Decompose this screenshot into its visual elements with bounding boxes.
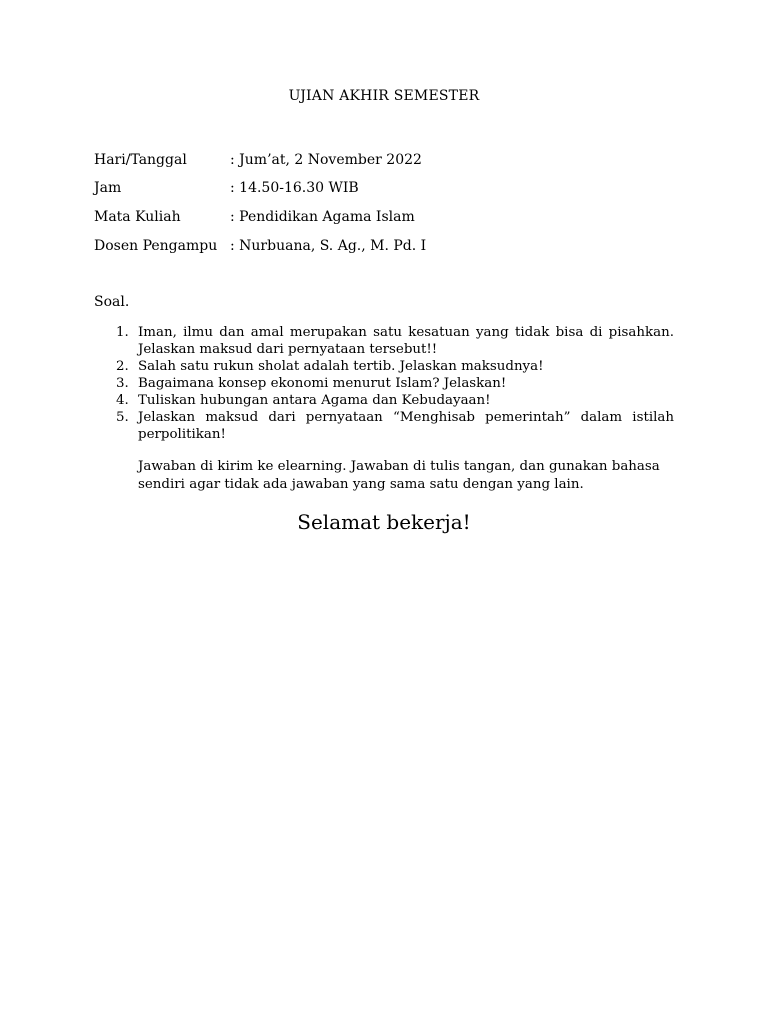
closing-message: Selamat bekerja!	[297, 510, 471, 534]
info-value: : 14.50-16.30 WIB	[230, 180, 359, 196]
info-row-date	[94, 150, 422, 170]
document-title: UJIAN AKHIR SEMESTER	[288, 88, 480, 104]
info-value: : Nurbuana, S. Ag., M. Pd. I	[230, 238, 427, 254]
info-label: Dosen Pengampu	[94, 238, 218, 254]
question-text: Iman, ilmu dan amal merupakan satu kesatuan yang tidak bisa di pisahkan. Jelaskan maksud dari pernyataan tersebut!!	[138, 325, 674, 357]
info-label: Mata Kuliah	[94, 209, 181, 225]
question-number: 5.	[116, 410, 129, 425]
question-item	[94, 409, 674, 443]
question-number: 2.	[116, 359, 129, 374]
info-row-lecturer	[94, 236, 426, 256]
question-number: 1.	[116, 325, 129, 340]
question-item	[94, 375, 674, 392]
question-number: 4.	[116, 393, 129, 408]
info-value: : Pendidikan Agama Islam	[230, 209, 415, 225]
question-text: Salah satu rukun sholat adalah tertib. Jelaskan maksudnya!	[138, 359, 544, 374]
question-text: Jelaskan maksud dari pernyataan “Menghisab pemerintah” dalam istilah perpolitikan!	[138, 410, 674, 442]
info-label: Hari/Tanggal	[94, 152, 187, 168]
question-text: Bagaimana konsep ekonomi menurut Islam? Jelaskan!	[138, 376, 507, 391]
question-number: 3.	[116, 376, 129, 391]
question-item	[94, 358, 674, 375]
question-item	[94, 324, 674, 358]
submission-note: Jawaban di kirim ke elearning. Jawaban di tulis tangan, dan gunakan bahasa sendiri agar tidak ada jawaban yang sama satu dengan yang lain.	[138, 459, 660, 492]
question-list	[94, 324, 674, 443]
questions-heading: Soal.	[94, 294, 130, 310]
info-label: Jam	[94, 180, 122, 196]
info-row-course	[94, 207, 415, 227]
question-item	[94, 392, 674, 409]
question-text: Tuliskan hubungan antara Agama dan Kebudayaan!	[138, 393, 491, 408]
info-value: : Jum’at, 2 November 2022	[230, 152, 422, 168]
info-row-time	[94, 178, 359, 198]
